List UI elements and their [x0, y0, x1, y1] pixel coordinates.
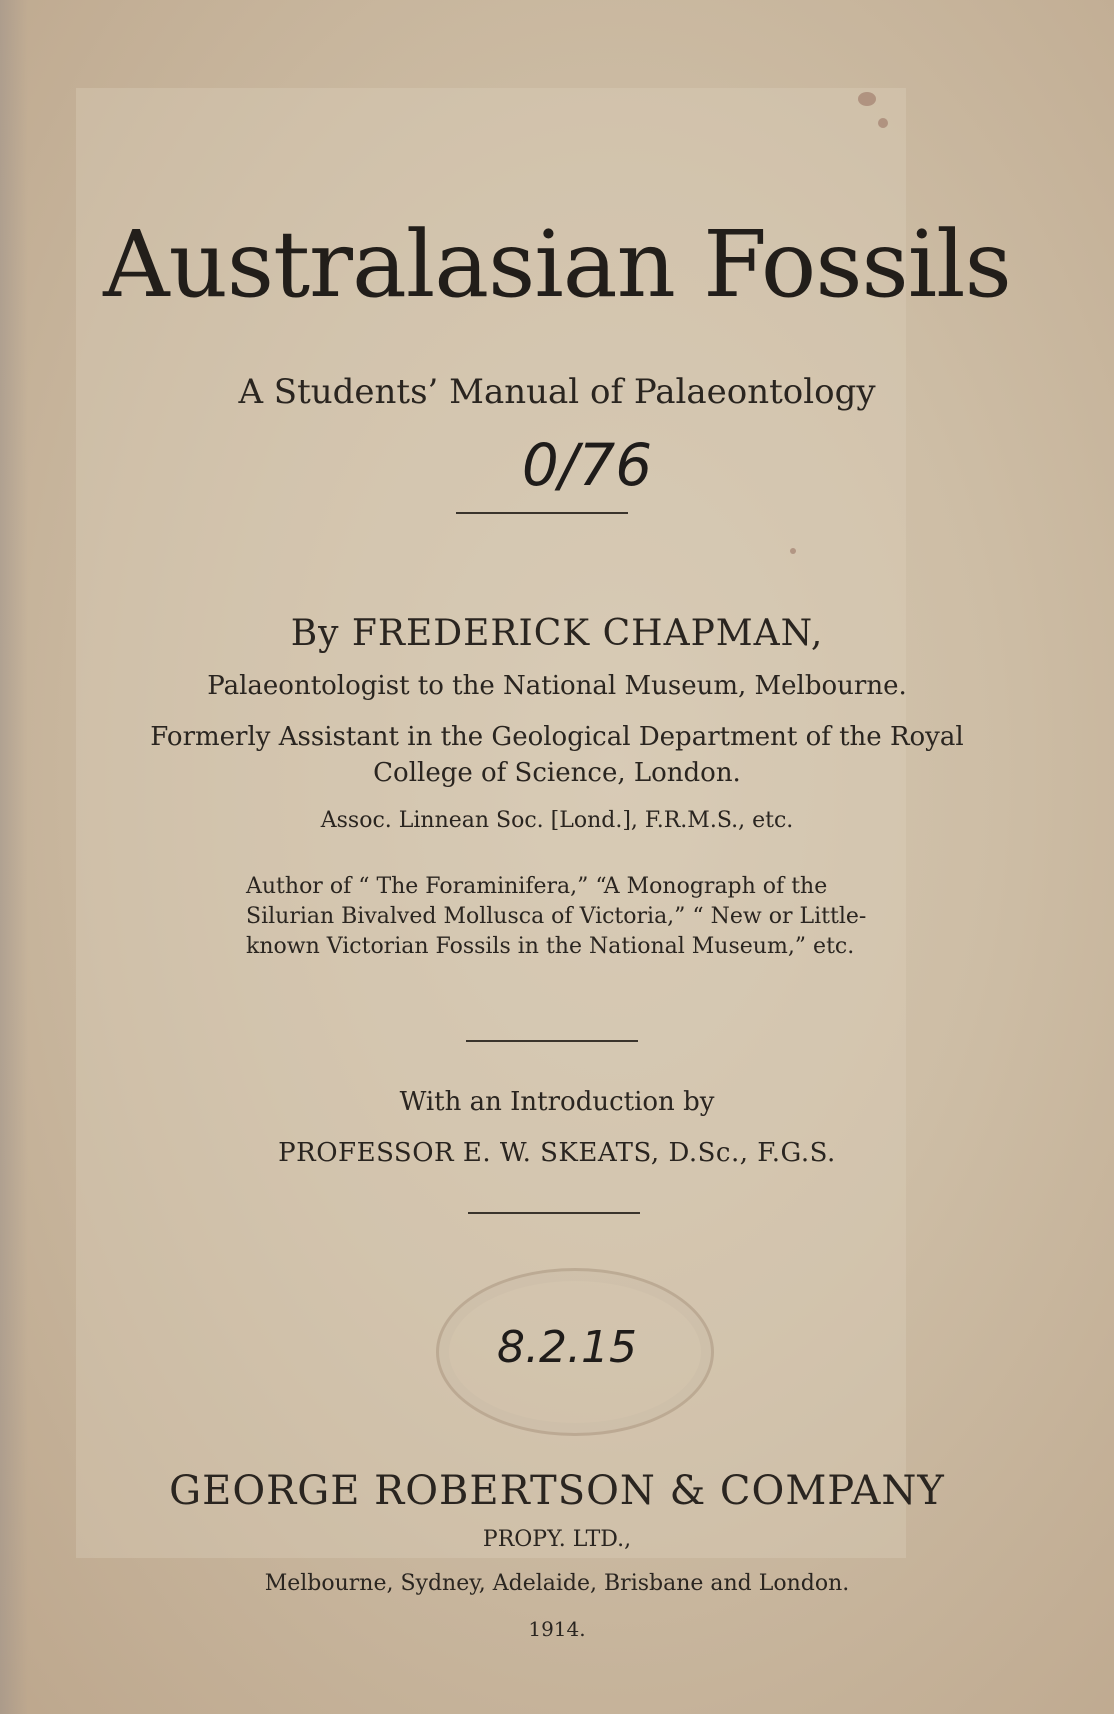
- works-line: Author of “ The Foraminifera,” “A Monograph of the: [246, 874, 828, 899]
- works-line: known Victorian Fossils in the National Museum,” etc.: [246, 934, 855, 959]
- foxing-spot: [858, 92, 876, 106]
- introduction-author: PROFESSOR E. W. SKEATS, D.Sc., F.G.S.: [278, 1138, 836, 1168]
- credential-line: Palaeontologist to the National Museum, Melbourne.: [207, 671, 907, 701]
- works-line: Silurian Bivalved Mollusca of Victoria,” “ New or Little-: [246, 904, 867, 929]
- foxing-spot: [790, 548, 796, 554]
- author-line: By FREDERICK CHAPMAN,: [290, 613, 824, 654]
- book-subtitle: A Students’ Manual of Palaeontology: [238, 372, 876, 412]
- divider-rule: [456, 512, 628, 514]
- handwritten-date: 8.2.15: [497, 1322, 637, 1373]
- publisher-cities: Melbourne, Sydney, Adelaide, Brisbane and London.: [264, 1571, 850, 1596]
- introduction-line: With an Introduction by: [399, 1087, 715, 1117]
- publisher-suffix: PROPY. LTD.,: [482, 1527, 632, 1552]
- foxing-spot: [878, 118, 888, 128]
- divider-rule: [468, 1212, 640, 1214]
- publication-year: 1914.: [528, 1617, 586, 1641]
- credential-line: Formerly Assistant in the Geological Department of the Royal: [150, 722, 964, 752]
- publisher-name: GEORGE ROBERTSON & COMPANY: [169, 1468, 945, 1514]
- society-membership: Assoc. Linnean Soc. [Lond.], F.R.M.S., etc.: [320, 808, 794, 833]
- credential-line: College of Science, London.: [373, 758, 741, 788]
- book-title: Australasian Fossils: [103, 211, 1011, 318]
- handwritten-shelfmark: 0/76: [521, 431, 653, 499]
- divider-rule: [466, 1040, 638, 1042]
